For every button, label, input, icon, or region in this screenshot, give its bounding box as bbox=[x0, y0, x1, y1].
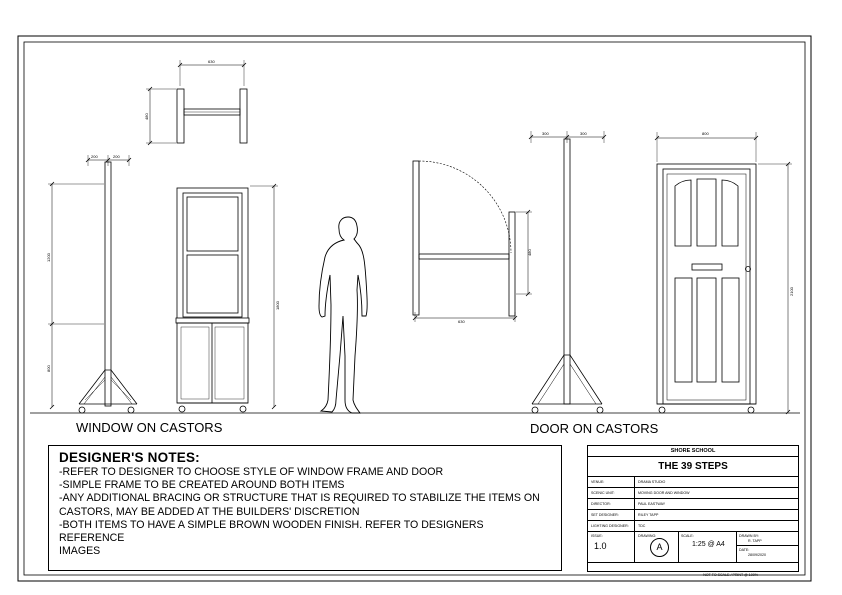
dim-door-front-height: 2100 bbox=[789, 287, 794, 296]
drawn-by-value: R. TAPP bbox=[748, 539, 762, 543]
dim-window-front-height: 1800 bbox=[275, 301, 280, 310]
dim-window-side-offset-b: 200 bbox=[113, 154, 120, 159]
title-block-school-row bbox=[588, 446, 798, 457]
notes-heading: DESIGNER'S NOTES: bbox=[59, 450, 200, 465]
issue-value: 1.0 bbox=[594, 541, 607, 551]
show-title: THE 39 STEPS bbox=[658, 461, 728, 472]
drawing-value: A bbox=[650, 538, 669, 557]
door-front-view bbox=[655, 132, 792, 414]
window-caption: WINDOW ON CASTORS bbox=[76, 420, 223, 435]
dim-door-side-offset-b: 300 bbox=[580, 131, 587, 136]
title-block-bottom-row bbox=[588, 532, 798, 563]
drawing-label: DRAWING: bbox=[638, 534, 657, 538]
lighting-designer-value: TDC bbox=[638, 524, 646, 528]
scale-value: 1:25 @ A4 bbox=[692, 541, 725, 548]
dim-window-plan-depth: 480 bbox=[144, 113, 149, 120]
dim-window-plan-width: 630 bbox=[208, 59, 215, 64]
dim-door-side-offset-a: 300 bbox=[542, 131, 549, 136]
title-block-row-scenic-unit bbox=[588, 488, 798, 499]
scale-label: SCALE: bbox=[681, 534, 694, 538]
lighting-designer-label: LIGHTING DESIGNER: bbox=[591, 524, 629, 528]
set-designer-value: RILEY TAPP bbox=[638, 513, 659, 517]
notes-line: CASTORS, MAY BE ADDED AT THE BUILDERS' DISCRETION bbox=[59, 505, 360, 518]
notes-line: -REFER TO DESIGNER TO CHOOSE STYLE OF WINDOW FRAME AND DOOR bbox=[59, 466, 444, 478]
title-block bbox=[587, 445, 799, 577]
date-value: 28/09/2020 bbox=[748, 553, 766, 557]
director-label: DIRECTOR: bbox=[591, 502, 611, 506]
door-plan-view bbox=[413, 161, 532, 322]
dim-door-plan-depth: 480 bbox=[527, 249, 532, 256]
set-designer-label: SET DESIGNER: bbox=[591, 513, 619, 517]
scenic-unit-label: SCENIC UNIT: bbox=[591, 491, 615, 495]
dim-door-plan-width: 630 bbox=[458, 319, 465, 324]
window-front-view bbox=[176, 184, 278, 412]
door-caption: DOOR ON CASTORS bbox=[530, 421, 659, 436]
date-label: DATE: bbox=[739, 548, 750, 552]
print-note: NOT TO SCALE / PRINT @ 100% bbox=[703, 573, 758, 577]
window-side-view bbox=[48, 155, 137, 413]
issue-label: ISSUE: bbox=[591, 534, 603, 538]
school-name: SHORE SCHOOL bbox=[670, 448, 716, 454]
dim-window-side-lower: 800 bbox=[46, 365, 51, 372]
dim-window-side-upper: 1200 bbox=[46, 253, 51, 262]
designers-notes-box bbox=[48, 445, 562, 571]
notes-line: -SIMPLE FRAME TO BE CREATED AROUND BOTH ITEMS bbox=[59, 479, 345, 492]
dim-door-front-width: 800 bbox=[702, 131, 709, 136]
title-block-row-director bbox=[588, 499, 798, 510]
title-block-title-row bbox=[588, 457, 798, 477]
notes-line: -BOTH ITEMS TO HAVE A SIMPLE BROWN WOODEN FINISH. REFER TO DESIGNERS REFERENCE bbox=[59, 518, 484, 545]
venue-label: VENUE: bbox=[591, 480, 605, 484]
dim-window-side-offset-a: 200 bbox=[91, 154, 98, 159]
title-block-row-set-designer bbox=[588, 510, 798, 521]
door-side-view bbox=[529, 131, 606, 413]
title-block-row-lighting bbox=[588, 521, 798, 532]
notes-line: IMAGES bbox=[59, 545, 101, 558]
scenic-unit-value: MOVING DOOR AND WINDOW bbox=[638, 491, 690, 495]
director-value: PAUL EASTWAY bbox=[638, 502, 666, 506]
title-block-row-venue bbox=[588, 477, 798, 488]
drawn-by-label: DRAWN BY: bbox=[739, 534, 760, 538]
human-scale-figure bbox=[319, 217, 367, 413]
window-plan-view bbox=[146, 60, 247, 145]
title-block-footer-row bbox=[588, 563, 798, 577]
venue-value: DRAMA STUDIO bbox=[638, 480, 666, 484]
notes-line: -ANY ADDITIONAL BRACING OR STRUCTURE THAT IS REQUIRED TO STABILIZE THE ITEMS ON bbox=[59, 492, 540, 505]
